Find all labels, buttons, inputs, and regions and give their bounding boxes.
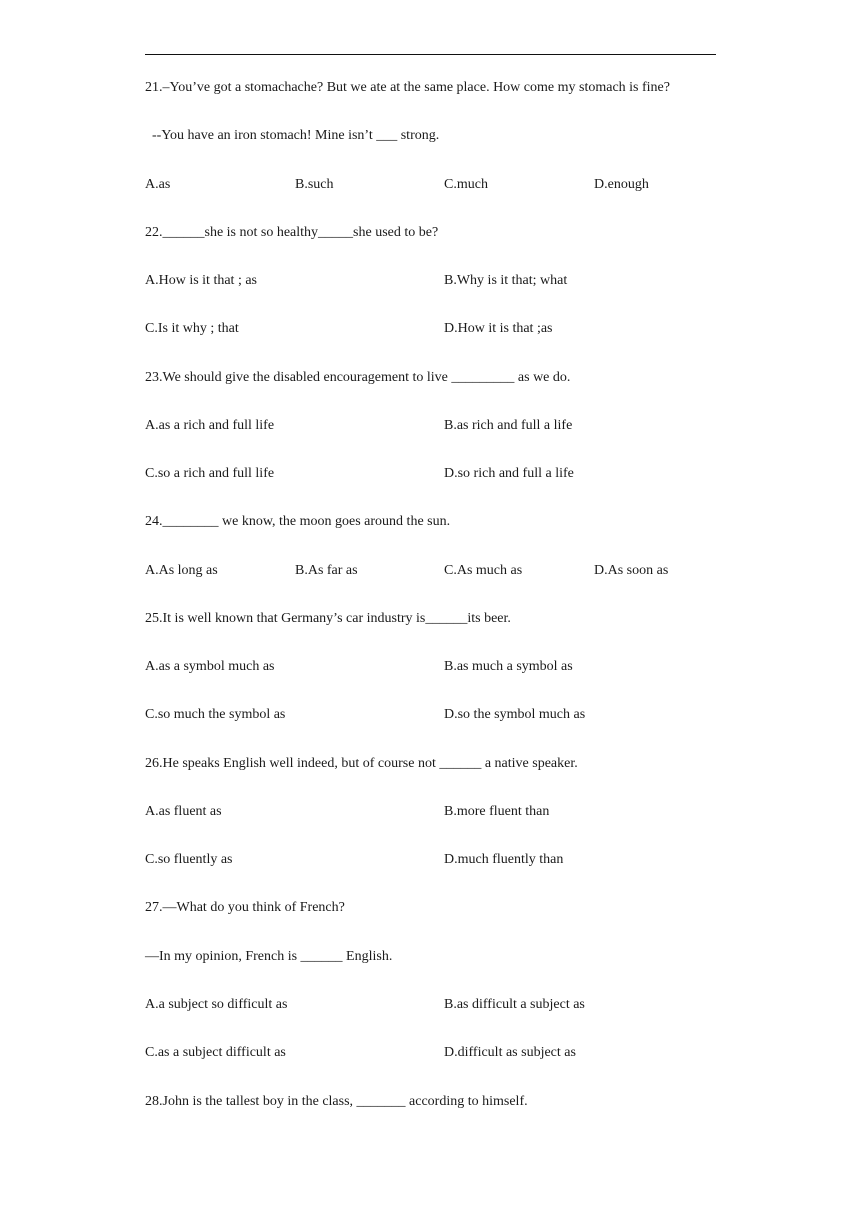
question-27-option-b: B.as difficult a subject as <box>444 997 585 1012</box>
question-26-option-b: B.more fluent than <box>444 804 550 819</box>
question-25-option-c: C.so much the symbol as <box>145 707 286 722</box>
question-24-option-d: D.As soon as <box>594 563 669 578</box>
question-21-option-a: A.as <box>145 177 171 192</box>
question-27-option-c: C.as a subject difficult as <box>145 1045 286 1060</box>
question-22-option-b: B.Why is it that; what <box>444 273 568 288</box>
question-25-text: 25.It is well known that Germany’s car industry is______its beer. <box>145 611 511 626</box>
question-26-text: 26.He speaks English well indeed, but of course not ______ a native speaker. <box>145 756 578 771</box>
question-25-option-a: A.as a symbol much as <box>145 659 275 674</box>
question-24-option-a: A.As long as <box>145 563 218 578</box>
question-26-option-d: D.much fluently than <box>444 852 564 867</box>
question-28-text: 28.John is the tallest boy in the class, _______ according to himself. <box>145 1094 528 1109</box>
question-21-text: 21.–You’ve got a stomachache? But we ate at the same place. How come my stomach is fine? <box>145 80 670 95</box>
question-21-option-c: C.much <box>444 177 488 192</box>
question-27-text: 27.—What do you think of French? <box>145 900 345 915</box>
question-24-text: 24.________ we know, the moon goes around the sun. <box>145 514 451 529</box>
question-23-option-c: C.so a rich and full life <box>145 466 275 481</box>
question-24-option-b: B.As far as <box>295 563 358 578</box>
question-27-option-d: D.difficult as subject as <box>444 1045 576 1060</box>
question-22-option-a: A.How is it that ; as <box>145 273 257 288</box>
question-26-option-a: A.as fluent as <box>145 804 222 819</box>
question-27-reply: —In my opinion, French is ______ English. <box>145 949 393 964</box>
question-25-option-d: D.so the symbol much as <box>444 707 586 722</box>
question-27-option-a: A.a subject so difficult as <box>145 997 288 1012</box>
question-21-option-b: B.such <box>295 177 334 192</box>
question-26-option-c: C.so fluently as <box>145 852 233 867</box>
header-rule <box>145 54 716 55</box>
question-21-option-d: D.enough <box>594 177 649 192</box>
question-21-reply: --You have an iron stomach! Mine isn’t ___ strong. <box>145 128 440 143</box>
question-23-option-d: D.so rich and full a life <box>444 466 574 481</box>
question-23-option-b: B.as rich and full a life <box>444 418 573 433</box>
question-24-option-c: C.As much as <box>444 563 523 578</box>
question-23-text: 23.We should give the disabled encouragement to live _________ as we do. <box>145 370 571 385</box>
question-22-option-d: D.How it is that ;as <box>444 321 553 336</box>
question-23-option-a: A.as a rich and full life <box>145 418 275 433</box>
question-25-option-b: B.as much a symbol as <box>444 659 573 674</box>
question-22-text: 22.______she is not so healthy_____she used to be? <box>145 225 439 240</box>
question-22-option-c: C.Is it why ; that <box>145 321 239 336</box>
